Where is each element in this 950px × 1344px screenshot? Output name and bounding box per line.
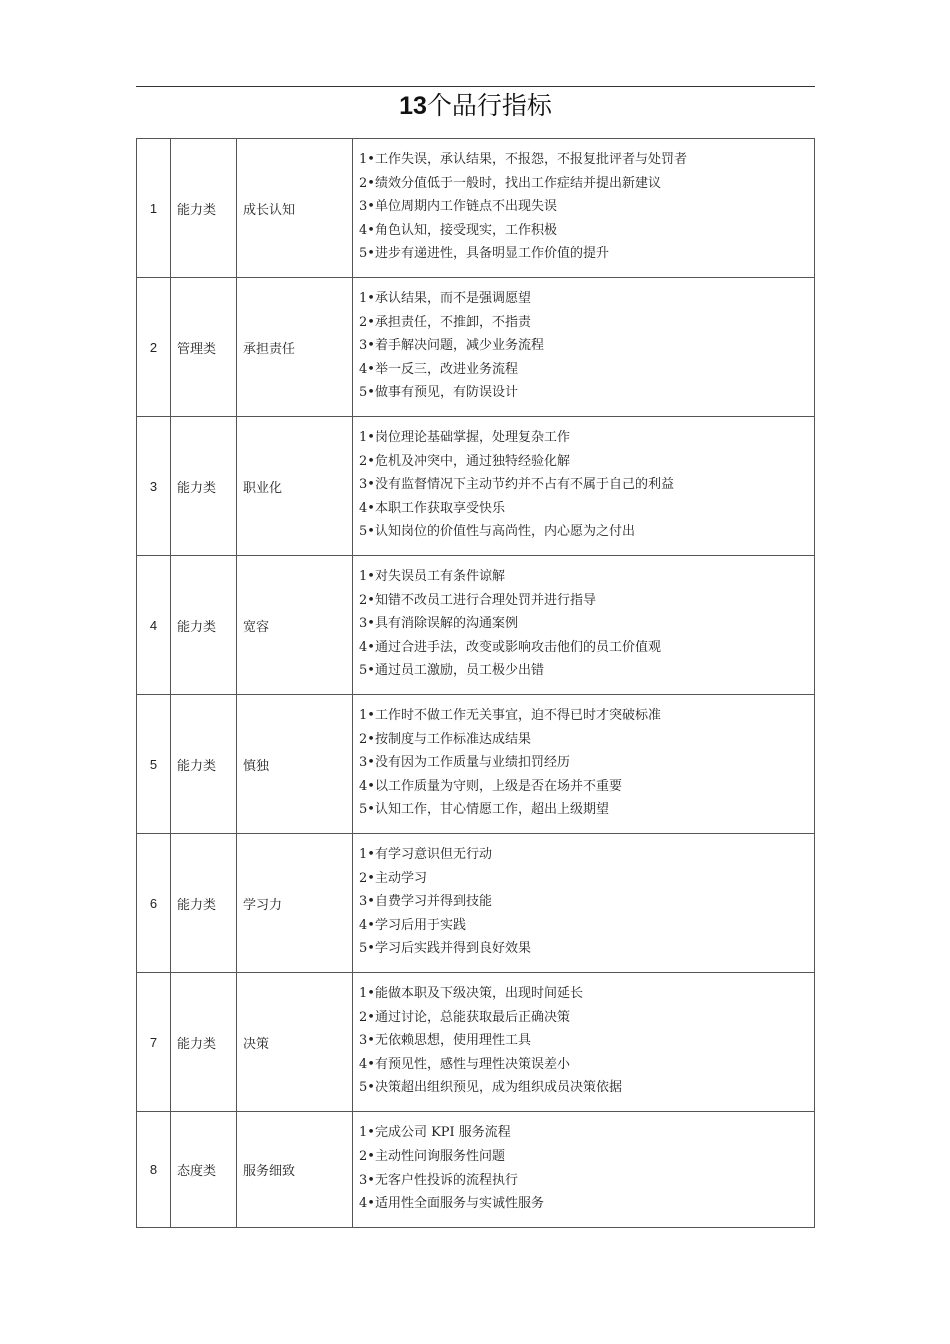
table-row (137, 695, 815, 834)
criteria-item: 3•具有消除误解的沟通案例 (359, 616, 518, 632)
criteria-item: 4•以工作质量为守则，上级是否在场并不重要 (359, 778, 622, 794)
criteria-item: 1•有学习意识但无行动 (359, 847, 492, 863)
criteria-item: 3•没有监督情况下主动节约并不占有不属于自己的利益 (359, 477, 674, 493)
criteria-item: 2•按制度与工作标准达成结果 (359, 731, 531, 747)
row-number: 6 (137, 834, 171, 973)
row-category: 能力类 (171, 973, 237, 1112)
criteria-item: 2•承担责任，不推卸，不指责 (359, 314, 531, 330)
table-row (137, 278, 815, 417)
criteria-item: 4•通过合进手法，改变或影响攻击他们的员工价值观 (359, 639, 661, 655)
criteria-item: 2•知错不改员工进行合理处罚并进行指导 (359, 592, 596, 608)
page-title (136, 88, 815, 124)
criteria-item: 5•进步有递进性，具备明显工作价值的提升 (359, 246, 609, 262)
table-row (137, 1112, 815, 1228)
row-criteria (353, 139, 815, 278)
row-indicator-name: 宽容 (237, 556, 353, 695)
criteria-item: 3•无客户性投诉的流程执行 (359, 1172, 518, 1188)
criteria-item: 2•绩效分值低于一般时，找出工作症结并提出新建议 (359, 175, 661, 191)
criteria-item: 3•无依赖思想，使用理性工具 (359, 1033, 531, 1049)
criteria-item: 5•认知工作，甘心情愿工作，超出上级期望 (359, 802, 609, 818)
row-number: 2 (137, 278, 171, 417)
criteria-item: 5•决策超出组织预见，成为组织成员决策依据 (359, 1080, 622, 1096)
row-number: 7 (137, 973, 171, 1112)
criteria-item: 1•岗位理论基础掌握，处理复杂工作 (359, 430, 570, 446)
criteria-item: 5•认知岗位的价值性与高尚性，内心愿为之付出 (359, 524, 635, 540)
criteria-item: 4•学习后用于实践 (359, 917, 466, 933)
criteria-item: 2•危机及冲突中，通过独特经验化解 (359, 453, 570, 469)
row-category: 能力类 (171, 139, 237, 278)
indicator-table (136, 138, 815, 1228)
criteria-item: 2•主动性问询服务性问题 (359, 1148, 505, 1164)
row-number: 5 (137, 695, 171, 834)
criteria-item: 3•自费学习并得到技能 (359, 894, 492, 910)
criteria-item: 4•有预见性，感性与理性决策误差小 (359, 1056, 570, 1072)
row-criteria (353, 278, 815, 417)
criteria-item: 5•做事有预见，有防误设计 (359, 385, 518, 401)
criteria-item: 1•完成公司 KPI 服务流程 (359, 1125, 511, 1141)
row-indicator-name: 成长认知 (237, 139, 353, 278)
criteria-item: 1•承认结果，而不是强调愿望 (359, 291, 531, 307)
criteria-item: 4•角色认知，接受现实，工作积极 (359, 222, 557, 238)
criteria-item: 4•适用性全面服务与实诚性服务 (359, 1196, 544, 1212)
row-category: 能力类 (171, 834, 237, 973)
criteria-item: 5•学习后实践并得到良好效果 (359, 941, 531, 957)
row-indicator-name: 职业化 (237, 417, 353, 556)
row-criteria (353, 973, 815, 1112)
row-number: 4 (137, 556, 171, 695)
row-indicator-name: 决策 (237, 973, 353, 1112)
row-number: 3 (137, 417, 171, 556)
table-row (137, 973, 815, 1112)
row-indicator-name: 学习力 (237, 834, 353, 973)
row-criteria (353, 1112, 815, 1228)
row-category: 能力类 (171, 695, 237, 834)
header-rule (136, 86, 815, 87)
criteria-item: 3•着手解决问题，减少业务流程 (359, 338, 544, 354)
table-row (137, 834, 815, 973)
criteria-item: 1•能做本职及下级决策，出现时间延长 (359, 986, 583, 1002)
row-indicator-name: 承担责任 (237, 278, 353, 417)
row-category: 态度类 (171, 1112, 237, 1228)
row-criteria (353, 834, 815, 973)
criteria-item: 3•单位周期内工作链点不出现失误 (359, 199, 557, 215)
criteria-item: 1•工作失误，承认结果，不报怨，不报复批评者与处罚者 (359, 152, 687, 168)
criteria-item: 5•通过员工激励，员工极少出错 (359, 663, 544, 679)
row-criteria (353, 556, 815, 695)
criteria-item: 4•举一反三，改进业务流程 (359, 361, 518, 377)
row-indicator-name: 慎独 (237, 695, 353, 834)
row-criteria (353, 417, 815, 556)
row-category: 能力类 (171, 556, 237, 695)
criteria-item: 1•对失误员工有条件谅解 (359, 569, 505, 585)
row-criteria (353, 695, 815, 834)
criteria-item: 3•没有因为工作质量与业绩扣罚经历 (359, 755, 570, 771)
table-row (137, 417, 815, 556)
row-category: 管理类 (171, 278, 237, 417)
table-row (137, 556, 815, 695)
criteria-item: 4•本职工作获取享受快乐 (359, 500, 505, 516)
criteria-item: 2•通过讨论，总能获取最后正确决策 (359, 1009, 570, 1025)
row-category: 能力类 (171, 417, 237, 556)
criteria-item: 1•工作时不做工作无关事宜，迫不得已时才突破标准 (359, 708, 661, 724)
title-text: 个品行指标 (426, 91, 552, 120)
criteria-item: 2•主动学习 (359, 870, 427, 886)
table-row (137, 139, 815, 278)
row-number: 1 (137, 139, 171, 278)
row-number: 8 (137, 1112, 171, 1228)
row-indicator-name: 服务细致 (237, 1112, 353, 1228)
title-number: 13 (399, 92, 427, 120)
